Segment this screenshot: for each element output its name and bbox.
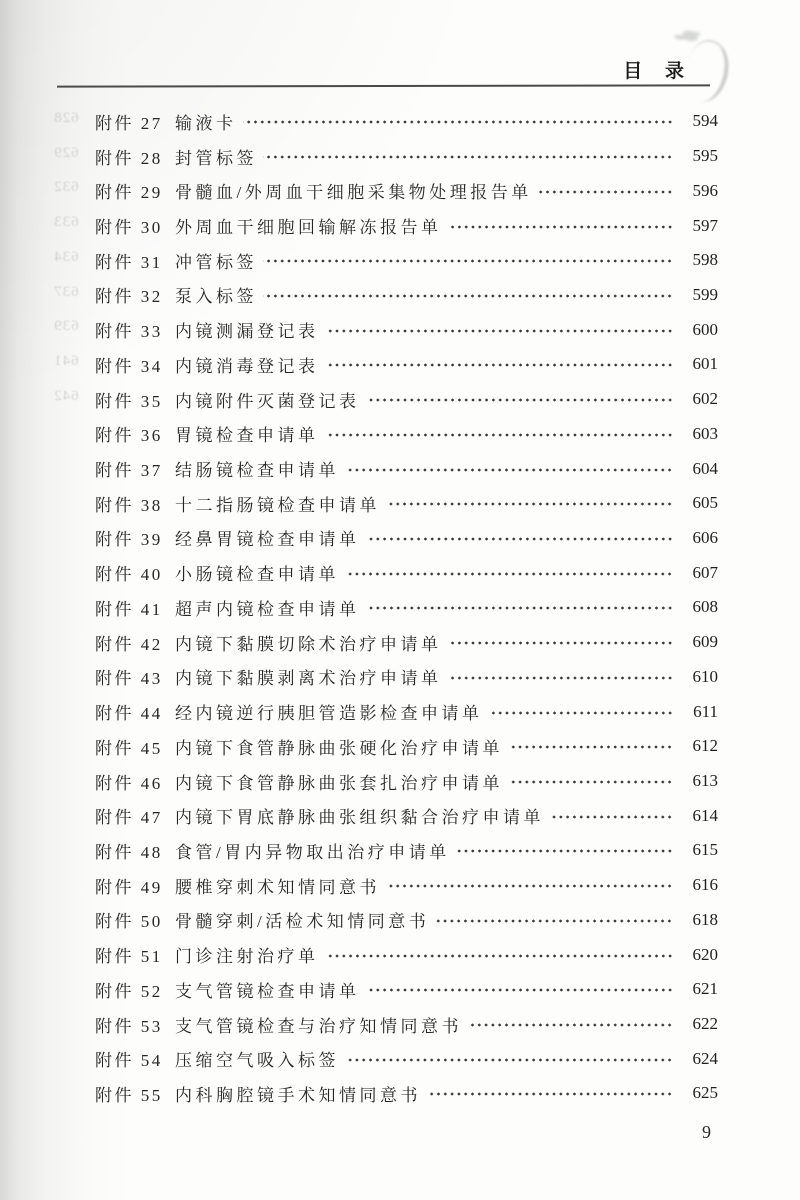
- toc-entry-leader-dots: [325, 431, 674, 439]
- toc-entry-leader-dots: [366, 604, 674, 612]
- toc-entry-leader-dots: [435, 917, 673, 925]
- toc-entry: [95, 243, 718, 278]
- toc-entry: [95, 1041, 718, 1076]
- toc-entry-title: 支气管镜检查申请单: [175, 981, 360, 1001]
- toc-entry: [95, 278, 718, 313]
- toc-entry-leader-dots: [263, 257, 673, 265]
- toc-entry-page: 599: [692, 284, 718, 304]
- toc-entry-label: 附件 30: [95, 218, 163, 238]
- toc-entry-leader-dots: [456, 847, 673, 855]
- toc-entry-title: 冲管标签: [175, 252, 257, 272]
- toc-entry-label: 附件 36: [95, 426, 163, 446]
- toc-entry-title: 门诊注射治疗单: [175, 947, 319, 967]
- toc-entry-leader-dots: [550, 813, 673, 821]
- toc-entry-label: 附件 46: [95, 773, 163, 793]
- toc-entry-leader-dots: [345, 466, 673, 474]
- page-number: 9: [702, 1122, 712, 1142]
- toc-entry: [95, 937, 718, 972]
- toc-entry-page: 594: [692, 111, 718, 131]
- toc-entry-leader-dots: [325, 327, 674, 335]
- toc-entry-leader-dots: [263, 292, 673, 300]
- toc-entry: [95, 764, 718, 799]
- toc-entry: [95, 868, 718, 903]
- toc-entry: [95, 590, 718, 625]
- toc-entry-title: 胃镜检查申请单: [175, 426, 319, 446]
- toc-entry-title: 泵入标签: [175, 287, 257, 307]
- toc-entry-title: 经鼻胃镜检查申请单: [175, 530, 360, 550]
- toc-entry-label: 附件 33: [95, 322, 163, 342]
- toc-entry-leader-dots: [386, 882, 673, 890]
- toc-entry-label: 附件 42: [95, 634, 163, 654]
- toc-entry: [95, 173, 718, 208]
- toc-entry-title: 支气管镜检查与治疗知情同意书: [175, 1016, 462, 1036]
- toc-entry: [95, 660, 718, 695]
- toc-entry: [95, 347, 718, 382]
- toc-entry-label: 附件 34: [95, 356, 163, 376]
- toc-entry-label: 附件 50: [95, 912, 163, 932]
- toc-entry-label: 附件 39: [95, 530, 163, 550]
- toc-entry-label: 附件 29: [95, 183, 163, 203]
- toc-entry-title: 骨髓穿刺/活检术知情同意书: [175, 912, 430, 932]
- toc-entry-title: 外周血干细胞回输解冻报告单: [175, 218, 442, 238]
- toc-entry-page: 600: [692, 319, 718, 339]
- toc-entry-leader-dots: [366, 396, 674, 404]
- toc-entry-leader-dots: [448, 639, 674, 647]
- toc-entry-title: 十二指肠镜检查申请单: [175, 495, 380, 515]
- toc-entry: [95, 694, 718, 729]
- toc-entry-page: 602: [692, 389, 718, 409]
- toc-entry-page: 609: [692, 632, 718, 652]
- toc-entry-leader-dots: [509, 743, 673, 751]
- toc-entry-title: 内镜下胃底静脉曲张组织黏合治疗申请单: [175, 808, 544, 828]
- toc-entry: [95, 139, 718, 174]
- toc-entry-leader-dots: [427, 1090, 673, 1098]
- toc-entry: [95, 833, 718, 868]
- toc-entry-title: 内镜附件灭菌登记表: [175, 391, 360, 411]
- toc-entry-page: 595: [692, 146, 718, 166]
- toc-entry-page: 597: [692, 215, 718, 235]
- toc-entry-leader-dots: [325, 952, 674, 960]
- toc-entry-title: 内科胸腔镜手术知情同意书: [175, 1085, 421, 1105]
- toc-entry-label: 附件 32: [95, 287, 163, 307]
- bleedthrough-text: 637: [53, 283, 79, 300]
- toc-entry-title: 封管标签: [175, 148, 257, 168]
- bleedthrough-text: 641: [53, 353, 79, 370]
- toc-entry: [95, 1007, 718, 1042]
- toc-entry-label: 附件 54: [95, 1051, 163, 1071]
- toc-entry-page: 614: [692, 805, 718, 825]
- bleedthrough-text: 634: [53, 248, 79, 265]
- toc-entry-title: 内镜消毒登记表: [175, 356, 319, 376]
- toc-entry-title: 内镜下食管静脉曲张硬化治疗申请单: [175, 738, 503, 758]
- page-header-title: 目 录: [623, 61, 693, 82]
- toc-entry-title: 小肠镜检查申请单: [175, 565, 339, 585]
- toc-entry-label: 附件 52: [95, 981, 163, 1001]
- toc-entry-label: 附件 55: [95, 1085, 163, 1105]
- bleedthrough-text: 628: [53, 110, 79, 126]
- toc-list: [95, 104, 718, 1111]
- toc-entry-label: 附件 40: [95, 565, 163, 585]
- toc-entry-page: 620: [692, 944, 718, 964]
- toc-entry-page: 621: [692, 979, 718, 999]
- header-divider-line: [57, 84, 710, 87]
- toc-entry-label: 附件 27: [95, 113, 163, 133]
- toc-entry-label: 附件 35: [95, 391, 163, 411]
- toc-entry-title: 输液卡: [175, 113, 237, 133]
- toc-entry-page: 605: [692, 493, 718, 513]
- toc-entry: [95, 382, 718, 417]
- toc-entry-leader-dots: [366, 986, 674, 994]
- toc-entry-page: 618: [692, 909, 718, 929]
- toc-entry-page: 615: [692, 840, 718, 860]
- toc-entry-leader-dots: [345, 1056, 673, 1064]
- toc-entry-title: 内镜下黏膜切除术治疗申请单: [175, 634, 442, 654]
- bleedthrough-text: 632: [53, 179, 79, 196]
- toc-entry-label: 附件 37: [95, 461, 163, 481]
- toc-entry-label: 附件 41: [95, 599, 163, 619]
- toc-entry-page: 601: [692, 354, 718, 374]
- toc-entry: [95, 903, 718, 938]
- toc-entry-leader-dots: [325, 361, 674, 369]
- toc-entry-page: 622: [692, 1014, 718, 1034]
- toc-entry-page: 612: [692, 736, 718, 756]
- toc-entry-title: 骨髓血/外周血干细胞采集物处理报告单: [175, 183, 532, 203]
- toc-entry-title: 食管/胃内异物取出治疗申请单: [175, 842, 450, 862]
- toc-entry-page: 610: [692, 666, 718, 686]
- toc-entry-title: 经内镜逆行胰胆管造影检查申请单: [175, 704, 483, 724]
- toc-entry-leader-dots: [489, 709, 674, 717]
- toc-entry-label: 附件 53: [95, 1016, 163, 1036]
- toc-entry-label: 附件 48: [95, 842, 163, 862]
- toc-entry: [95, 451, 718, 486]
- toc-entry: [95, 625, 718, 660]
- toc-entry-label: 附件 28: [95, 148, 163, 168]
- toc-entry-title: 内镜测漏登记表: [175, 322, 319, 342]
- toc-entry: [95, 798, 718, 833]
- toc-entry-title: 内镜下食管静脉曲张套扎治疗申请单: [175, 773, 503, 793]
- toc-entry-page: 625: [692, 1083, 718, 1103]
- toc-entry-label: 附件 49: [95, 877, 163, 897]
- bleedthrough-text: 629: [53, 144, 79, 161]
- toc-entry-title: 结肠镜检查申请单: [175, 461, 339, 481]
- toc-entry-leader-dots: [448, 223, 674, 231]
- toc-entry: [95, 416, 718, 451]
- toc-entry-leader-dots: [386, 500, 673, 508]
- toc-entry: [95, 1076, 718, 1111]
- toc-entry-page: 604: [692, 458, 718, 478]
- toc-entry-title: 腰椎穿刺术知情同意书: [175, 877, 380, 897]
- toc-entry-page: 616: [692, 875, 718, 895]
- toc-entry-page: 603: [692, 423, 718, 443]
- toc-entry-title: 内镜下黏膜剥离术治疗申请单: [175, 669, 442, 689]
- toc-entry-page: 596: [692, 180, 718, 200]
- toc-entry-leader-dots: [366, 535, 674, 543]
- toc-entry-leader-dots: [263, 153, 673, 161]
- toc-entry: [95, 208, 718, 243]
- toc-entry: [95, 312, 718, 347]
- toc-entry: [95, 972, 718, 1007]
- toc-entry-label: 附件 47: [95, 808, 163, 828]
- toc-entry-title: 压缩空气吸入标签: [175, 1051, 339, 1071]
- toc-entry-page: 611: [693, 701, 718, 721]
- toc-entry-page: 613: [692, 771, 718, 791]
- bleedthrough-text: 633: [53, 214, 79, 231]
- toc-entry-leader-dots: [538, 188, 673, 196]
- toc-entry: [95, 521, 718, 556]
- toc-entry-title: 超声内镜检查申请单: [175, 599, 360, 619]
- toc-entry-leader-dots: [509, 778, 673, 786]
- toc-entry-page: 624: [692, 1048, 718, 1068]
- bleedthrough-text: 642: [53, 387, 79, 404]
- toc-entry-label: 附件 44: [95, 704, 163, 724]
- toc-entry-page: 606: [692, 527, 718, 547]
- toc-entry-leader-dots: [243, 118, 674, 126]
- toc-entry-label: 附件 38: [95, 495, 163, 515]
- bleedthrough-text: 639: [53, 318, 79, 335]
- toc-entry: [95, 555, 718, 590]
- toc-entry-leader-dots: [448, 674, 674, 682]
- toc-entry: [95, 729, 718, 764]
- toc-entry-label: 附件 31: [95, 252, 163, 272]
- toc-entry-leader-dots: [468, 1021, 673, 1029]
- toc-entry-leader-dots: [345, 570, 673, 578]
- toc-entry-label: 附件 51: [95, 947, 163, 967]
- toc-entry-page: 598: [692, 250, 718, 270]
- toc-entry-label: 附件 43: [95, 669, 163, 689]
- toc-entry-label: 附件 45: [95, 738, 163, 758]
- toc-entry: [95, 104, 718, 139]
- toc-entry: [95, 486, 718, 521]
- toc-entry-page: 608: [692, 597, 718, 617]
- toc-entry-page: 607: [692, 562, 718, 582]
